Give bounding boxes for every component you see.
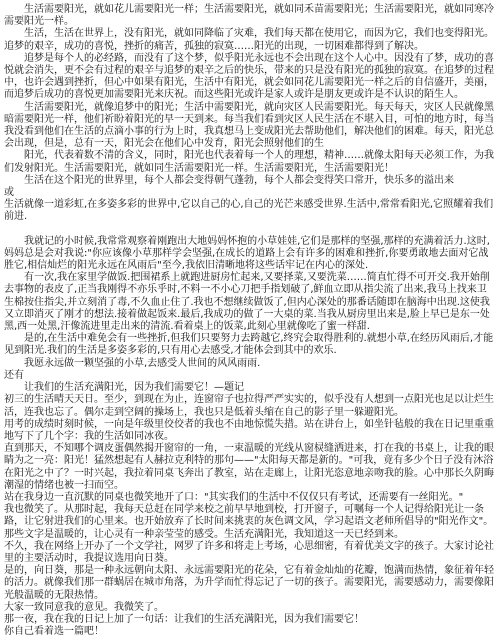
essay-three: [4, 370, 496, 638]
paragraph: 阳光，代表着数不清的含义，同时，阳光也代表着每一个人的理想，精神……就像太阳每天必须工作，为我们发射阳光。生活需要阳光，就如同生活需要阳光一样。生活需要阳光，生活需要阳光！: [4, 150, 494, 174]
paragraph: 我就记的小时候,我常常观察着刚跑出大地妈妈怀抱的小草娃娃,它们是那样的坚强,那样的充满着活力.这时,妈妈总是会对我说:"你应该像小草那样学会坚强,在成长的道路上会有许多的困难和挫折,你要勇敢地去面对它战胜它,相信灿烂的阳光永远在风雨后"至今,我依旧清晰地将这些话牢记在内心的深处.: [4, 235, 490, 272]
paragraph: 生活需要阳光，就如花儿需要阳光一样；生活需要阳光，就如同禾苗需要阳光；生活需要阳光，就如同寒冷需要阳光一样。: [4, 4, 494, 28]
paragraph: 大家一致同意我的意见。我微笑了。: [4, 601, 164, 613]
paragraph: 是的,在生活中难免会有一些挫折,但我们只要努力去跨越它,终究会取得胜利的.就想小草,在经历风雨后,才能见到阳光.我们的生活是多姿多彩的,只有用心去感受,才能体会到其中的欢乐.: [4, 333, 494, 357]
paragraph: 生活，生活在世界上，没有阳光，就如同降临了灾难，我们每天都在使用它，而因为它，我们也变得阳光。追梦的艰辛，成功的喜悦，挫折的痛苦，孤独的寂寞……阳光的出现，一切困难都得到了解决。: [4, 28, 494, 52]
paragraph: 生活就像一道彩虹,在多姿多彩的世界中,它以自己的心,自己的光芒来感受世界.生活中,常常看阳光,它照耀着我们前进.: [4, 199, 494, 223]
paragraph: 初三的生活晴天天日。至少，到现在为止，连窗帘子也拉得严严实实的，似乎没有人想到一点阳光也足以让烂生活，连我也忘了。偶尔走到空阔的操场上，我也只是低着头缩在自己的影子里一躲避阳光。: [4, 394, 494, 418]
paragraph: 生活需要阳光，就像追梦中的阳光；生活中需要阳光，就向灾区人民需要阳光。每天每天，灾区人民就像黑暗需要阳光一样，他们祈盼着阳光的早一天到来。每当我们看到灾区人民生活在不堪入目，可怕的地方时，每当我没看到他们在生活的点滴小事的行为上时，我真想马上变成阳光去帮助他们，解决他们的困难。每天，阳光总会出现，但是，总有一天，阳光会在他们心中发育，阳光会照射他们的生: [4, 101, 494, 150]
separator-word: 或: [4, 187, 14, 199]
paragraph: 那一夜，我在我的日记上加了一句话：让我们的生活充满阳光，因为我们需要它！: [4, 613, 364, 625]
paragraph: 我也微笑了。从那时起，我每天总赶在同学来校之前早早地到校，打开窗子，可嘱每一个人记得给阳光让一条路，让它射进我们的心里来。也开始放弃了长时间来挑衷的灰色调文风，学习起语文老师所倡导的"阳光作文"。那些文字是温暖的，让心灵有一种亲莹莹的感受。生活充满阳光，我知道这一天已经到来。: [4, 504, 494, 540]
paragraph: 有一次,我在家里学做饭.把围裙系上就跑进厨房忙起来,又要择菜,又要洗菜……简直忙得不可开交.我开始削去事物的表皮了,正当我刚得不亦乐乎时,不料一不小心刀把手指划破了,鲜血立即从指尖流了出来,我马上找来卫生棉按住指尖,并立刻消了毒,不久血止住了.我也不想继续做饭了,但内心深处的那番话随即在脑海中出现.这使我又立即消灭了刚才的想法.接着做起饭来.最后,我成功的做了一大桌的菜.当我从厨房里出来是,脸上早已是东一处黑,西一处黑,汗像流进里走出来的清流.看着桌上的饭菜,此刻心里就像吃了蜜一样甜.: [4, 272, 490, 333]
paragraph: 追梦是每个人的必经路，而没有了这个梦，似乎阳光永远也不会出现在这个人心中。因没有了梦，成功的喜悦就会消失，更不会有过程的艰辛与追梦的艰辛之后的快乐，带来的只是没有阳光的孤独的寂寞。在追梦的过程中，也许会遇到挫折，但心中如果有阳光，生活中有阳光，就会如同花儿需要阳光一样之后的自信盛开，美丽，而追梦后成功的喜悦更加需要阳光来庆祝。而这些阳光或许是家人或许是朋友更或许是不认识的陌生人。: [4, 52, 494, 101]
paragraph: 生活在这个阳光的世界里，每个人都会变得朝气蓬勃，每个人都会变得笑口常开，快乐多的溢出来: [24, 174, 454, 186]
paragraph: 站在我身边一直沉默的同桌也微笑地开了口："其实我们的生活中不仅仅只有考试，还需要有一丝阳光。": [4, 491, 464, 503]
paragraph: 不久，我在网络上开办了一个文学社，网罗了许多和将走上考场，心思细密，有着优美文字的孩子。大家讨论社里的主要活动时，我提议选用向日葵。: [4, 540, 494, 564]
paragraph: 是的，向日葵，那是一种永远朝向太阳、永远需要阳光的花朵，它有着金灿灿的花瓣，饱满而热情，象征着年轻的活力。就像我们那一群蜗居在城市角落，为升学而忙得忘记了一切的孩子。需要阳光，需要感动力，需要像阳光般温暖的无限热情。: [4, 565, 494, 601]
paragraph: 我愿永远做一颗坚强的小草,去感受人世间的风风雨雨.: [24, 357, 261, 369]
paragraph: 直到那天，不知哪个调皮蛋偶然揭开窗帘的一角，一束温暖的光线从窗棂缝洒进来，打在我的书桌上，让我的眼睛为之一亮：阳光！猛然想起有人赫拉克利特的那句——"太阳每天都是新的。"可我，竟有多少个日子没有沐浴在阳光之中了？一时兴起，我拉着同桌飞奔出了教室，站在走廊上，让阳光恣意地亲吻我的脸。心中那长久阴晦潮湿的情绪也被一扫而空。: [4, 443, 494, 491]
paragraph: 用考的成绩时刻时候，一向是年级里佼佼者的我也不由地惊慌失措。站在讲台上，如坐针毡般的我在日记里重重地写下了几个字：我的生活如同冰夜。: [4, 418, 494, 442]
separator-word: 还有: [4, 369, 24, 381]
essay-one: [4, 4, 496, 224]
closing-note: 你自己看着选一篇吧！: [4, 626, 104, 638]
blank-line: [4, 224, 496, 236]
epigraph: 让我们的生活充满阳光，因为我们需要它！—题记: [24, 382, 244, 394]
essay-two: [4, 236, 496, 370]
